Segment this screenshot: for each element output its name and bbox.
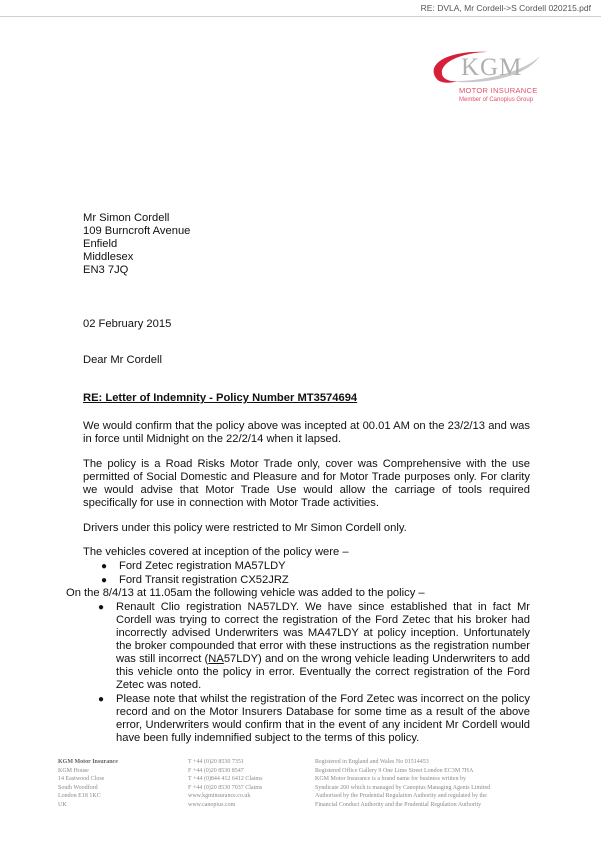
paragraph-added-vehicle: On the 8/4/13 at 11.05am the following vehicle was added to the policy – bbox=[66, 587, 425, 599]
footer-line: Financial Conduct Authority and the Prudential Regulation Authority bbox=[315, 801, 482, 808]
list-item bbox=[98, 693, 530, 745]
footer-line: T +44 (0)844 412 6412 Claims bbox=[188, 776, 263, 783]
vehicle-text: Ford Zetec registration MA57LDY bbox=[119, 560, 286, 572]
footer-line: KGM Motor Insurance is a brand name for business written by bbox=[315, 776, 466, 783]
footer-line: Authorised by the Prudential Regulation Authority and regulated by the bbox=[315, 793, 487, 800]
vehicle-text: Ford Transit registration CX52JRZ bbox=[119, 574, 289, 586]
footer-line: Registered Office Gallery 9 One Lime Street London EC3M 7HA bbox=[315, 767, 474, 774]
item-text: Please note that whilst the registration of the Ford Zetec was incorrect on the policy record and on the Motor Insurers Database for some time as a result of the above error, Underwriters would confirm that in the event of any incident Mr Cordell would have been fully indemnified subject to the terms of this policy. bbox=[116, 693, 530, 744]
logo-subtitle: MOTOR INSURANCE bbox=[459, 86, 538, 95]
paragraph-vehicles-intro: The vehicles covered at inception of the policy were – bbox=[83, 546, 349, 558]
address-line: EN3 7JQ bbox=[83, 264, 129, 276]
bullet-icon: ● bbox=[101, 575, 108, 586]
header-divider bbox=[0, 16, 601, 17]
recipient-address bbox=[83, 212, 190, 277]
logo-member-text: Member of Canopius Group bbox=[459, 97, 534, 103]
item-text-after: 57LDY) and on the wrong vehicle leading Underwriters to add this vehicle onto the policy in error. Eventually the correct registration of the Ford Zetec was noted. bbox=[116, 653, 530, 691]
footer-line: KGM Motor Insurance bbox=[58, 759, 118, 765]
kgm-logo bbox=[428, 44, 553, 114]
paragraph-policy-dates: We would confirm that the policy above was incepted at 00.01 AM on the 23/2/13 and was in force until Midnight on the 22/2/14 when it lapsed. bbox=[83, 420, 530, 445]
logo-brand-text: KGM bbox=[461, 54, 523, 81]
footer-line: F +44 (0)20 8530 8547 bbox=[188, 767, 244, 774]
list-item bbox=[101, 574, 289, 588]
bullet-icon: ● bbox=[101, 561, 108, 572]
item-text-underlined: NA bbox=[208, 653, 224, 665]
address-line: Enfield bbox=[83, 238, 118, 250]
address-line: Middlesex bbox=[83, 251, 134, 263]
added-vehicle-list bbox=[98, 601, 530, 746]
list-item bbox=[98, 601, 530, 692]
item-text-before: Renault Clio registration NA57LDY. We have since established that in fact Mr Cordell was trying to correct the registration of the Ford Zetec that his broker had incorrectly advised Underwriters was MA47LDY at policy inception. Unfortunately the broker compounded that error with these instructions as the registration number was still incorrect ( bbox=[116, 601, 530, 665]
address-line: 109 Burncroft Avenue bbox=[83, 225, 191, 237]
footer-line: Registered in England and Wales No 01514453 bbox=[315, 759, 429, 765]
footer-line: www.canopius.com bbox=[188, 801, 236, 808]
footer-line: Syndicate 260 which is managed by Canopius Managing Agents Limited bbox=[315, 784, 491, 791]
footer-line: UK bbox=[58, 801, 67, 808]
letter-date: 02 February 2015 bbox=[83, 318, 172, 330]
pdf-title: RE: DVLA, Mr Cordell->S Cordell 020215.pdf bbox=[420, 3, 591, 13]
footer-line: South Woodford bbox=[58, 784, 98, 791]
address-line: Mr Simon Cordell bbox=[83, 212, 170, 224]
footer-company-address bbox=[58, 758, 118, 810]
bullet-icon: ● bbox=[98, 694, 105, 705]
salutation: Dear Mr Cordell bbox=[83, 354, 162, 366]
footer-line: 14 Eastwood Close bbox=[58, 776, 105, 783]
pdf-header-bar bbox=[0, 0, 601, 14]
footer-legal bbox=[315, 758, 565, 810]
footer-line: F +44 (0)20 8530 7037 Claims bbox=[188, 784, 263, 791]
footer-line: KGM House bbox=[58, 767, 89, 774]
footer-contact bbox=[188, 758, 262, 810]
paragraph-drivers: Drivers under this policy were restricted to Mr Simon Cordell only. bbox=[83, 522, 407, 534]
list-item bbox=[101, 560, 289, 574]
footer-line: London E18 1KC bbox=[58, 793, 101, 800]
footer-line: T +44 (0)20 8530 7351 bbox=[188, 759, 244, 765]
footer-line: www.kgminsurance.co.uk bbox=[188, 793, 251, 800]
bullet-icon: ● bbox=[98, 602, 105, 613]
subject-line: RE: Letter of Indemnity - Policy Number MT3574694 bbox=[83, 392, 358, 404]
vehicle-list bbox=[101, 560, 289, 588]
paragraph-cover: The policy is a Road Risks Motor Trade only, cover was Comprehensive with the use permitted of Social Domestic and Pleasure and for Motor Trade purposes only. For clarity we would advise that Motor Trade Use would allow the carriage of tools required specifically for use in connection with Motor Trade activities. bbox=[83, 458, 530, 509]
